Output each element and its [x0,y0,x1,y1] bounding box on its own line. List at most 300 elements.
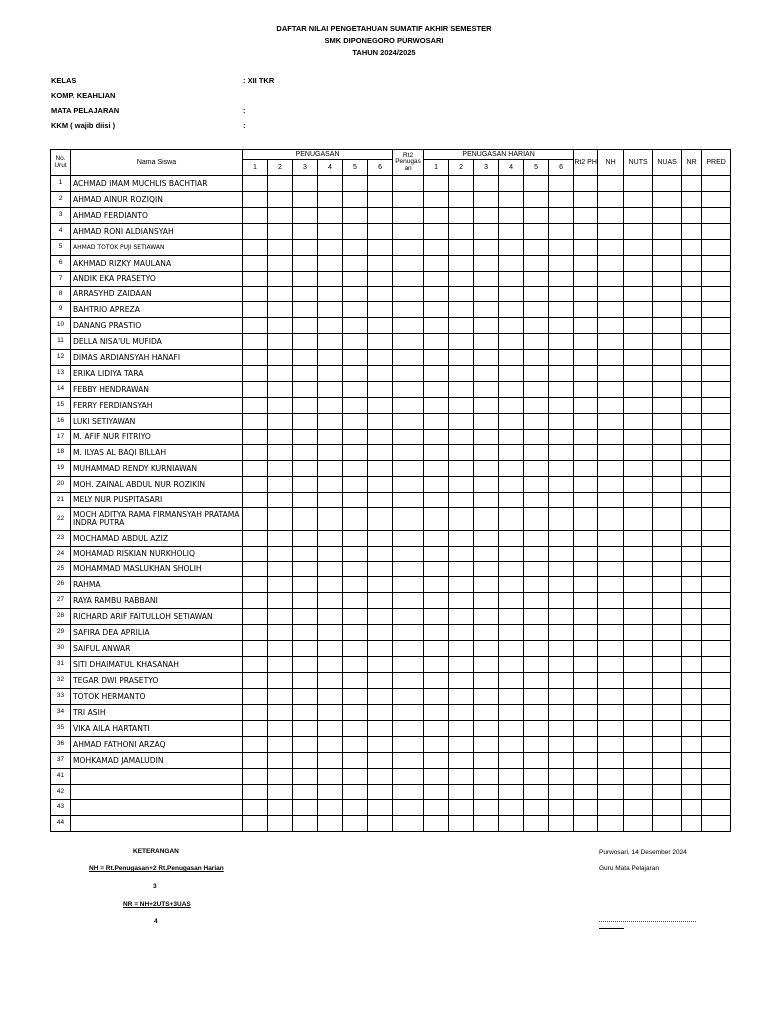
score-cell[interactable] [293,192,318,208]
score-cell[interactable] [702,641,731,657]
score-cell[interactable] [424,287,449,302]
score-cell[interactable] [424,800,449,816]
score-cell[interactable] [524,382,549,398]
score-cell[interactable] [424,382,449,398]
score-cell[interactable] [549,593,574,609]
score-cell[interactable] [318,398,343,414]
score-cell[interactable] [653,577,682,593]
score-cell[interactable] [653,366,682,382]
score-cell[interactable] [653,477,682,493]
score-cell[interactable] [449,800,474,816]
score-cell[interactable] [424,593,449,609]
score-cell[interactable] [318,445,343,461]
score-cell[interactable] [624,785,653,800]
score-cell[interactable] [499,414,524,430]
score-cell[interactable] [598,593,624,609]
score-cell[interactable] [549,531,574,547]
score-cell[interactable] [424,208,449,224]
score-cell[interactable] [702,350,731,366]
score-cell[interactable] [393,302,424,318]
score-cell[interactable] [318,547,343,562]
score-cell[interactable] [653,785,682,800]
score-cell[interactable] [474,721,499,737]
score-cell[interactable] [574,208,598,224]
score-cell[interactable] [393,350,424,366]
score-cell[interactable] [393,508,424,531]
score-cell[interactable] [368,192,393,208]
score-cell[interactable] [598,382,624,398]
score-cell[interactable] [624,625,653,641]
score-cell[interactable] [474,382,499,398]
score-cell[interactable] [653,256,682,272]
score-cell[interactable] [449,673,474,689]
score-cell[interactable] [598,350,624,366]
score-cell[interactable] [343,547,368,562]
score-cell[interactable] [368,224,393,240]
score-cell[interactable] [702,208,731,224]
score-cell[interactable] [624,737,653,753]
score-cell[interactable] [268,737,293,753]
score-cell[interactable] [243,334,268,350]
score-cell[interactable] [318,287,343,302]
score-cell[interactable] [343,737,368,753]
score-cell[interactable] [474,240,499,256]
score-cell[interactable] [702,430,731,445]
score-cell[interactable] [424,547,449,562]
score-cell[interactable] [624,577,653,593]
score-cell[interactable] [343,430,368,445]
score-cell[interactable] [268,176,293,192]
score-cell[interactable] [449,657,474,673]
score-cell[interactable] [574,689,598,705]
score-cell[interactable] [293,414,318,430]
score-cell[interactable] [449,224,474,240]
score-cell[interactable] [343,493,368,508]
score-cell[interactable] [653,705,682,721]
score-cell[interactable] [574,445,598,461]
score-cell[interactable] [524,477,549,493]
score-cell[interactable] [624,800,653,816]
score-cell[interactable] [474,493,499,508]
score-cell[interactable] [499,382,524,398]
score-cell[interactable] [243,176,268,192]
score-cell[interactable] [449,477,474,493]
score-cell[interactable] [343,208,368,224]
score-cell[interactable] [243,705,268,721]
score-cell[interactable] [624,641,653,657]
score-cell[interactable] [682,445,702,461]
score-cell[interactable] [343,334,368,350]
score-cell[interactable] [499,240,524,256]
score-cell[interactable] [524,577,549,593]
score-cell[interactable] [343,625,368,641]
score-cell[interactable] [653,508,682,531]
score-cell[interactable] [393,800,424,816]
score-cell[interactable] [524,334,549,350]
score-cell[interactable] [574,430,598,445]
score-cell[interactable] [268,224,293,240]
score-cell[interactable] [682,562,702,577]
score-cell[interactable] [268,531,293,547]
score-cell[interactable] [343,414,368,430]
score-cell[interactable] [702,769,731,785]
score-cell[interactable] [524,531,549,547]
score-cell[interactable] [682,625,702,641]
score-cell[interactable] [574,657,598,673]
score-cell[interactable] [524,816,549,832]
score-cell[interactable] [682,350,702,366]
score-cell[interactable] [393,753,424,769]
score-cell[interactable] [499,208,524,224]
score-cell[interactable] [682,816,702,832]
score-cell[interactable] [343,287,368,302]
score-cell[interactable] [574,577,598,593]
score-cell[interactable] [268,547,293,562]
score-cell[interactable] [624,493,653,508]
score-cell[interactable] [474,208,499,224]
score-cell[interactable] [549,382,574,398]
score-cell[interactable] [293,176,318,192]
score-cell[interactable] [682,800,702,816]
score-cell[interactable] [393,769,424,785]
score-cell[interactable] [598,657,624,673]
score-cell[interactable] [343,318,368,334]
score-cell[interactable] [702,414,731,430]
score-cell[interactable] [574,737,598,753]
score-cell[interactable] [293,477,318,493]
score-cell[interactable] [574,673,598,689]
score-cell[interactable] [653,547,682,562]
score-cell[interactable] [343,240,368,256]
score-cell[interactable] [624,366,653,382]
score-cell[interactable] [574,641,598,657]
score-cell[interactable] [393,176,424,192]
score-cell[interactable] [653,737,682,753]
score-cell[interactable] [449,737,474,753]
score-cell[interactable] [598,800,624,816]
score-cell[interactable] [549,334,574,350]
score-cell[interactable] [449,334,474,350]
score-cell[interactable] [268,641,293,657]
score-cell[interactable] [682,240,702,256]
score-cell[interactable] [682,287,702,302]
score-cell[interactable] [653,350,682,366]
score-cell[interactable] [702,256,731,272]
score-cell[interactable] [499,302,524,318]
score-cell[interactable] [318,461,343,477]
score-cell[interactable] [624,350,653,366]
score-cell[interactable] [449,398,474,414]
score-cell[interactable] [524,493,549,508]
score-cell[interactable] [624,272,653,287]
score-cell[interactable] [243,657,268,673]
score-cell[interactable] [499,430,524,445]
score-cell[interactable] [474,785,499,800]
score-cell[interactable] [653,493,682,508]
score-cell[interactable] [624,689,653,705]
score-cell[interactable] [293,272,318,287]
score-cell[interactable] [393,593,424,609]
score-cell[interactable] [243,609,268,625]
score-cell[interactable] [624,753,653,769]
score-cell[interactable] [449,785,474,800]
score-cell[interactable] [549,562,574,577]
score-cell[interactable] [243,721,268,737]
score-cell[interactable] [293,366,318,382]
score-cell[interactable] [549,705,574,721]
score-cell[interactable] [524,689,549,705]
score-cell[interactable] [598,737,624,753]
score-cell[interactable] [393,531,424,547]
score-cell[interactable] [574,302,598,318]
score-cell[interactable] [524,224,549,240]
score-cell[interactable] [549,414,574,430]
score-cell[interactable] [598,785,624,800]
score-cell[interactable] [449,366,474,382]
score-cell[interactable] [393,272,424,287]
score-cell[interactable] [243,531,268,547]
score-cell[interactable] [653,800,682,816]
score-cell[interactable] [624,208,653,224]
score-cell[interactable] [499,493,524,508]
score-cell[interactable] [368,382,393,398]
score-cell[interactable] [598,493,624,508]
score-cell[interactable] [624,547,653,562]
score-cell[interactable] [574,414,598,430]
score-cell[interactable] [393,414,424,430]
score-cell[interactable] [424,350,449,366]
score-cell[interactable] [368,272,393,287]
score-cell[interactable] [368,414,393,430]
score-cell[interactable] [682,737,702,753]
score-cell[interactable] [499,531,524,547]
score-cell[interactable] [449,593,474,609]
score-cell[interactable] [524,673,549,689]
score-cell[interactable] [549,240,574,256]
score-cell[interactable] [682,318,702,334]
score-cell[interactable] [368,673,393,689]
score-cell[interactable] [368,593,393,609]
score-cell[interactable] [499,562,524,577]
score-cell[interactable] [318,800,343,816]
score-cell[interactable] [574,477,598,493]
score-cell[interactable] [598,272,624,287]
score-cell[interactable] [574,272,598,287]
score-cell[interactable] [682,398,702,414]
score-cell[interactable] [682,593,702,609]
score-cell[interactable] [449,562,474,577]
score-cell[interactable] [474,769,499,785]
score-cell[interactable] [474,430,499,445]
score-cell[interactable] [293,445,318,461]
score-cell[interactable] [368,318,393,334]
score-cell[interactable] [268,477,293,493]
score-cell[interactable] [624,398,653,414]
score-cell[interactable] [268,208,293,224]
score-cell[interactable] [318,705,343,721]
score-cell[interactable] [598,256,624,272]
score-cell[interactable] [449,302,474,318]
score-cell[interactable] [368,609,393,625]
score-cell[interactable] [268,625,293,641]
score-cell[interactable] [293,641,318,657]
score-cell[interactable] [318,224,343,240]
score-cell[interactable] [393,240,424,256]
score-cell[interactable] [343,461,368,477]
score-cell[interactable] [449,192,474,208]
score-cell[interactable] [474,398,499,414]
score-cell[interactable] [682,641,702,657]
score-cell[interactable] [368,625,393,641]
score-cell[interactable] [499,176,524,192]
score-cell[interactable] [598,721,624,737]
score-cell[interactable] [268,593,293,609]
score-cell[interactable] [393,430,424,445]
score-cell[interactable] [624,318,653,334]
score-cell[interactable] [624,334,653,350]
score-cell[interactable] [682,721,702,737]
score-cell[interactable] [499,224,524,240]
score-cell[interactable] [574,334,598,350]
score-cell[interactable] [343,302,368,318]
score-cell[interactable] [268,689,293,705]
score-cell[interactable] [243,816,268,832]
score-cell[interactable] [268,461,293,477]
score-cell[interactable] [474,641,499,657]
score-cell[interactable] [343,382,368,398]
score-cell[interactable] [653,240,682,256]
score-cell[interactable] [653,272,682,287]
score-cell[interactable] [598,753,624,769]
score-cell[interactable] [243,208,268,224]
score-cell[interactable] [449,769,474,785]
score-cell[interactable] [624,609,653,625]
score-cell[interactable] [598,302,624,318]
score-cell[interactable] [702,531,731,547]
score-cell[interactable] [524,800,549,816]
score-cell[interactable] [524,609,549,625]
score-cell[interactable] [424,641,449,657]
score-cell[interactable] [424,240,449,256]
score-cell[interactable] [598,609,624,625]
score-cell[interactable] [702,689,731,705]
score-cell[interactable] [449,816,474,832]
score-cell[interactable] [318,593,343,609]
score-cell[interactable] [393,737,424,753]
score-cell[interactable] [424,272,449,287]
score-cell[interactable] [702,366,731,382]
score-cell[interactable] [318,430,343,445]
score-cell[interactable] [393,577,424,593]
score-cell[interactable] [653,334,682,350]
score-cell[interactable] [243,508,268,531]
score-cell[interactable] [549,318,574,334]
score-cell[interactable] [424,737,449,753]
score-cell[interactable] [574,625,598,641]
score-cell[interactable] [682,609,702,625]
score-cell[interactable] [243,430,268,445]
score-cell[interactable] [449,414,474,430]
score-cell[interactable] [268,414,293,430]
score-cell[interactable] [293,461,318,477]
score-cell[interactable] [243,461,268,477]
score-cell[interactable] [449,318,474,334]
score-cell[interactable] [243,593,268,609]
score-cell[interactable] [318,414,343,430]
score-cell[interactable] [343,657,368,673]
score-cell[interactable] [624,302,653,318]
score-cell[interactable] [293,302,318,318]
score-cell[interactable] [424,753,449,769]
score-cell[interactable] [499,577,524,593]
score-cell[interactable] [499,593,524,609]
score-cell[interactable] [268,287,293,302]
score-cell[interactable] [368,705,393,721]
score-cell[interactable] [268,721,293,737]
score-cell[interactable] [702,547,731,562]
score-cell[interactable] [268,577,293,593]
score-cell[interactable] [702,192,731,208]
score-cell[interactable] [268,508,293,531]
score-cell[interactable] [343,272,368,287]
score-cell[interactable] [524,256,549,272]
score-cell[interactable] [598,334,624,350]
score-cell[interactable] [682,334,702,350]
score-cell[interactable] [549,577,574,593]
score-cell[interactable] [243,673,268,689]
score-cell[interactable] [474,272,499,287]
score-cell[interactable] [682,673,702,689]
score-cell[interactable] [293,753,318,769]
score-cell[interactable] [343,641,368,657]
score-cell[interactable] [702,625,731,641]
score-cell[interactable] [574,240,598,256]
score-cell[interactable] [653,641,682,657]
score-cell[interactable] [424,318,449,334]
score-cell[interactable] [624,673,653,689]
score-cell[interactable] [393,562,424,577]
score-cell[interactable] [293,689,318,705]
score-cell[interactable] [474,287,499,302]
score-cell[interactable] [424,224,449,240]
score-cell[interactable] [574,769,598,785]
score-cell[interactable] [524,208,549,224]
score-cell[interactable] [268,350,293,366]
score-cell[interactable] [474,256,499,272]
score-cell[interactable] [653,414,682,430]
score-cell[interactable] [624,287,653,302]
score-cell[interactable] [318,382,343,398]
score-cell[interactable] [424,609,449,625]
score-cell[interactable] [702,816,731,832]
score-cell[interactable] [368,398,393,414]
score-cell[interactable] [549,508,574,531]
score-cell[interactable] [524,625,549,641]
score-cell[interactable] [624,769,653,785]
score-cell[interactable] [653,689,682,705]
score-cell[interactable] [343,753,368,769]
score-cell[interactable] [682,577,702,593]
score-cell[interactable] [449,493,474,508]
score-cell[interactable] [598,562,624,577]
score-cell[interactable] [598,430,624,445]
score-cell[interactable] [393,816,424,832]
score-cell[interactable] [293,287,318,302]
score-cell[interactable] [574,721,598,737]
score-cell[interactable] [293,562,318,577]
score-cell[interactable] [702,673,731,689]
score-cell[interactable] [318,816,343,832]
